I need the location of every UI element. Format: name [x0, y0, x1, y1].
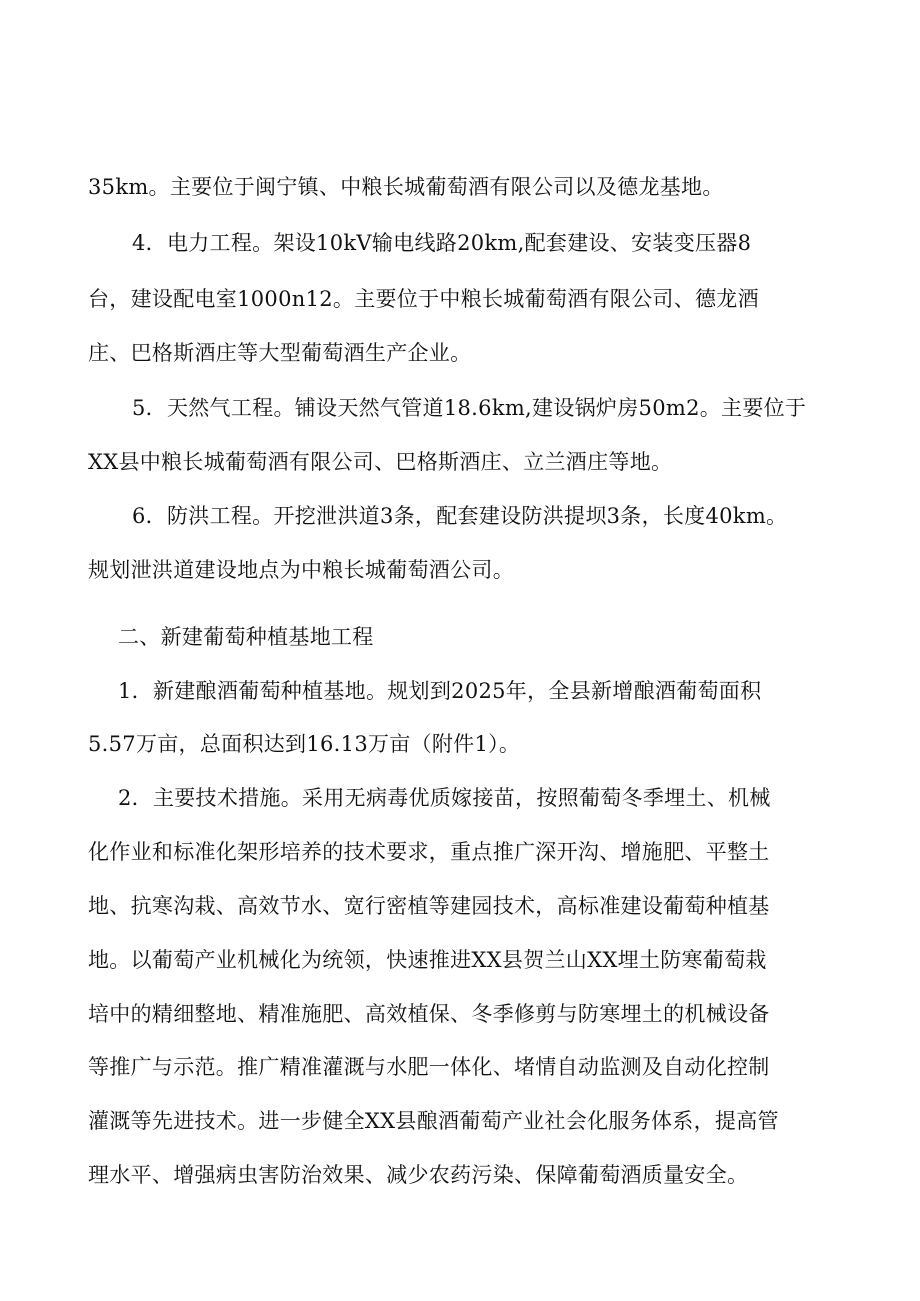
- text-line: 2．主要技术措施。采用无病毒优质嫁接苗，按照葡萄冬季埋土、机械: [118, 786, 771, 810]
- text-line: 1．新建酿酒葡萄种植基地。规划到2025年，全县新增酿酒葡萄面积: [118, 679, 762, 703]
- text-line: 35km。主要位于闽宁镇、中粮长城葡萄酒有限公司以及德龙基地。: [88, 175, 724, 199]
- text-line: 5．天然气工程。铺设天然气管道18.6km,建设锅炉房50m2。主要位于: [132, 396, 807, 420]
- text-line: 等推广与示范。推广精准灌溉与水肥一体化、堵情自动监测及自动化控制: [88, 1055, 770, 1079]
- text-line: 台，建设配电室1000n12。主要位于中粮长城葡萄酒有限公司、德龙酒: [88, 287, 759, 311]
- text-line: 地、抗寒沟栽、高效节水、宽行密植等建园技术，高标准建设葡萄种植基: [88, 894, 770, 918]
- text-line: XX县中粮长城葡萄酒有限公司、巴格斯酒庄、立兰酒庄等地。: [88, 450, 673, 474]
- text-line: 培中的精细整地、精准施肥、高效植保、冬季修剪与防寒埋土的机械设备: [88, 1002, 770, 1026]
- text-line: 化作业和标准化架形培养的技术要求，重点推广深开沟、增施肥、平整土: [88, 840, 770, 864]
- text-line: 灌溉等先进技术。进一步健全XX县酿酒葡萄产业社会化服务体系，提高管: [88, 1109, 779, 1133]
- section-heading: 二、新建葡萄种植基地工程: [118, 625, 374, 649]
- text-line: 4．电力工程。架设10kV输电线路20km,配套建设、安装变压器8: [132, 231, 752, 255]
- text-line: 理水平、增强病虫害防治效果、减少农药污染、保障葡萄酒质量安全。: [88, 1163, 749, 1187]
- text-line: 规划泄洪道建设地点为中粮长城葡萄酒公司。: [88, 558, 514, 582]
- text-line: 6．防洪工程。开挖泄洪道3条，配套建设防洪提坝3条，长度40km。: [132, 504, 788, 528]
- text-line: 庄、巴格斯酒庄等大型葡萄酒生产企业。: [88, 341, 472, 365]
- text-line: 地。以葡萄产业机械化为统领，快速推进XX县贺兰山XX埋土防寒葡萄栽: [88, 948, 767, 972]
- text-line: 5.57万亩，总面积达到16.13万亩（附件1）。: [88, 732, 521, 756]
